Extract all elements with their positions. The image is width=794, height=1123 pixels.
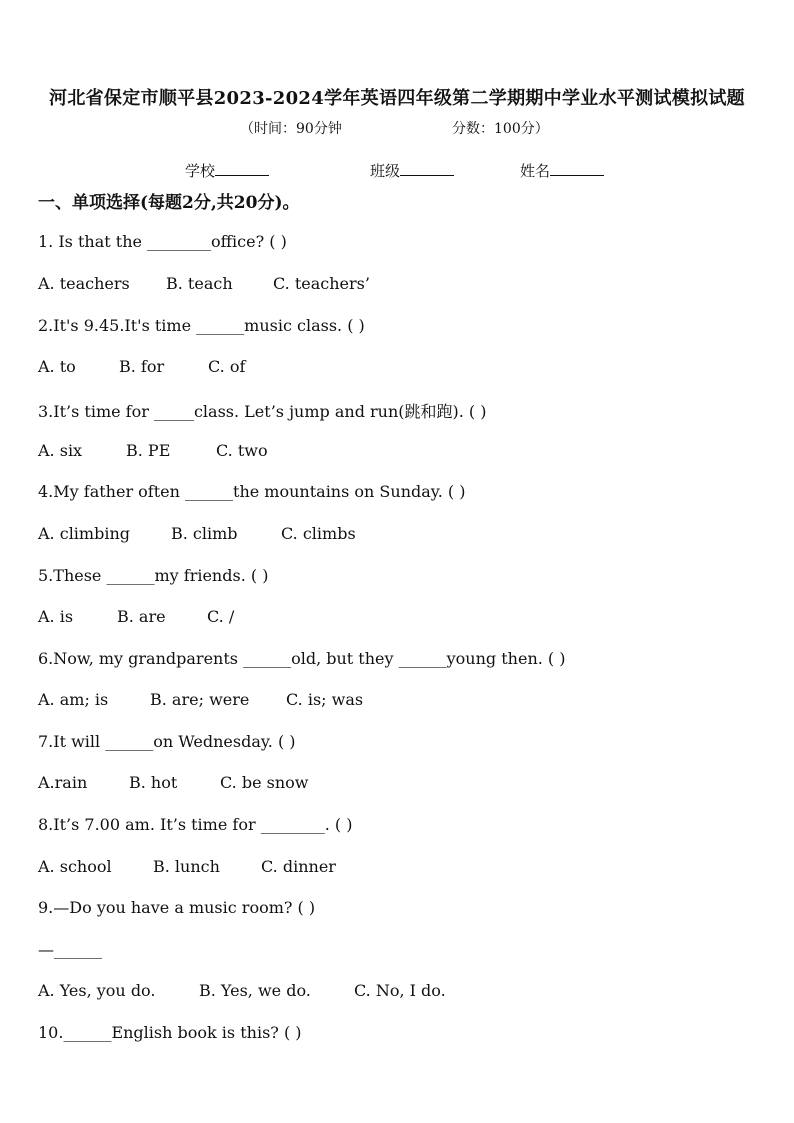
option-a: A. climbing xyxy=(38,524,130,543)
option-b: B. for xyxy=(119,357,165,376)
option-b: B. Yes, we do. xyxy=(199,981,311,1000)
option-c: C. be snow xyxy=(220,773,309,792)
option-b: B. are xyxy=(117,607,166,626)
option-b: B. hot xyxy=(129,773,178,792)
question-stem: 3.It’s time for _____class. Let’s jump and run(跳和跑). ( ) xyxy=(38,402,487,421)
option-a: A. am; is xyxy=(38,690,109,709)
class-field xyxy=(370,160,454,181)
question-options xyxy=(38,857,336,876)
question-options xyxy=(38,524,356,543)
option-b: B. are; were xyxy=(150,690,250,709)
option-c: C. teachers’ xyxy=(273,274,370,293)
option-a: A. is xyxy=(38,607,74,626)
class-blank xyxy=(400,160,454,176)
question-stem: 1. Is that the ________office? ( ) xyxy=(38,232,287,251)
school-blank xyxy=(215,160,269,176)
option-b: B. lunch xyxy=(153,857,220,876)
option-a: A. teachers xyxy=(38,274,130,293)
question-options xyxy=(38,773,308,792)
question-stem: 7.It will ______on Wednesday. ( ) xyxy=(38,732,296,751)
name-label: 姓名 xyxy=(520,162,551,180)
question-options xyxy=(38,981,446,1000)
option-c: C. two xyxy=(216,441,268,460)
name-blank xyxy=(550,160,604,176)
score-note: 分数：100分） xyxy=(452,121,549,137)
class-label: 班级 xyxy=(370,162,401,180)
option-c: C. of xyxy=(208,357,246,376)
option-c: C. / xyxy=(207,607,235,626)
question-options xyxy=(38,690,363,709)
option-b: B. climb xyxy=(171,524,238,543)
question-stem: 5.These ______my friends. ( ) xyxy=(38,566,269,585)
option-c: C. No, I do. xyxy=(354,981,446,1000)
time-note: （时间：90分钟 xyxy=(240,121,342,137)
option-b: B. PE xyxy=(126,441,171,460)
question-stem: 2.It's 9.45.It's time ______music class. ( ) xyxy=(38,316,365,335)
question-stem: 6.Now, my grandparents ______old, but they ______young then. ( ) xyxy=(38,649,566,668)
option-c: C. climbs xyxy=(281,524,356,543)
answer-line: —______ xyxy=(38,940,102,959)
question-options xyxy=(38,441,268,460)
option-a: A. six xyxy=(38,441,83,460)
question-stem: 9.—Do you have a music room? ( ) xyxy=(38,898,316,917)
option-a: A. to xyxy=(38,357,76,376)
question-stem: 10.______English book is this? ( ) xyxy=(38,1023,302,1042)
option-b: B. teach xyxy=(166,274,233,293)
question-stem: 4.My father often ______the mountains on Sunday. ( ) xyxy=(38,482,466,501)
option-a: A.rain xyxy=(38,773,88,792)
name-field xyxy=(520,160,604,181)
question-stem: 8.It’s 7.00 am. It’s time for ________. ( ) xyxy=(38,815,353,834)
school-label: 学校 xyxy=(185,162,216,180)
section-title: 一、单项选择(每题2分,共20分)。 xyxy=(38,193,300,213)
question-options xyxy=(38,274,370,293)
option-c: C. is; was xyxy=(286,690,364,709)
question-options xyxy=(38,607,234,626)
option-c: C. dinner xyxy=(261,857,336,876)
school-field xyxy=(185,160,269,181)
question-options xyxy=(38,357,245,376)
option-a: A. school xyxy=(38,857,112,876)
exam-title: 河北省保定市顺平县2023-2024学年英语四年级第二学期期中学业水平测试模拟试题 xyxy=(49,88,745,109)
option-a: A. Yes, you do. xyxy=(38,981,156,1000)
